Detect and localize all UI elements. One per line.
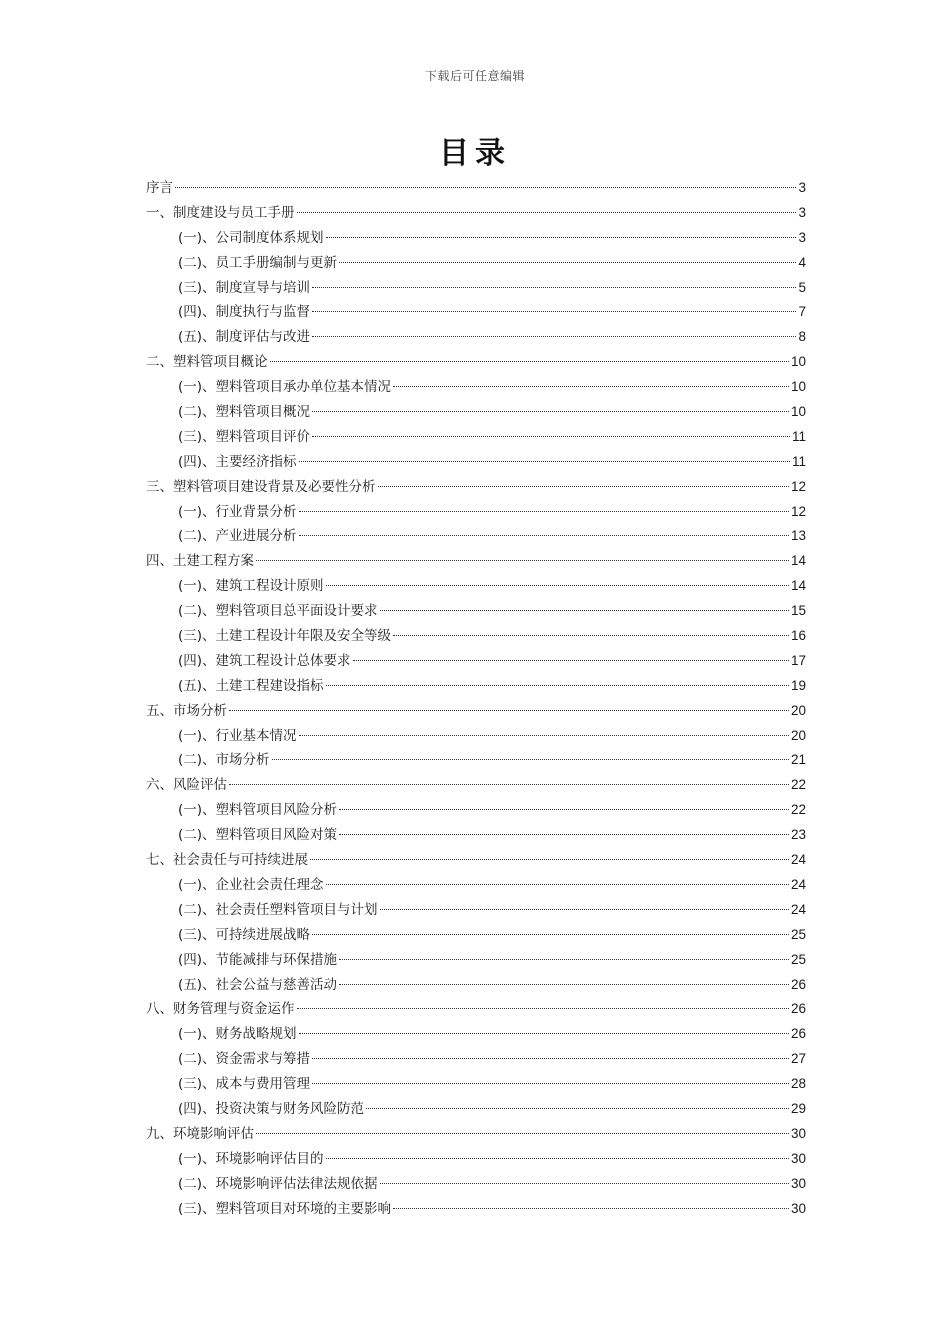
toc-page-number: 19	[790, 677, 806, 693]
toc-page-number: 25	[790, 951, 806, 967]
toc-page-number: 16	[790, 628, 806, 644]
toc-subentry[interactable]	[146, 1022, 806, 1047]
toc-entry-label: (一)、行业背景分析	[178, 503, 297, 520]
toc-page-number: 11	[791, 428, 806, 444]
toc-dot-leader	[339, 834, 789, 835]
toc-entry-label: (四)、主要经济指标	[178, 453, 297, 470]
toc-page-number: 12	[790, 478, 806, 494]
toc-dot-leader	[175, 187, 796, 188]
toc-entry-label: 八、财务管理与资金运作	[146, 1001, 295, 1018]
toc-subentry[interactable]	[146, 873, 806, 898]
toc-subentry[interactable]	[146, 400, 806, 425]
toc-subentry[interactable]	[146, 674, 806, 699]
toc-dot-leader	[326, 884, 789, 885]
toc-entry-label: 二、塑料管项目概论	[146, 354, 268, 371]
toc-entry[interactable]	[146, 773, 806, 798]
toc-subentry[interactable]	[146, 226, 806, 251]
toc-page-number: 29	[790, 1100, 806, 1116]
toc-subentry[interactable]	[146, 574, 806, 599]
toc-title: 目录	[439, 136, 511, 171]
toc-page-number: 25	[790, 926, 806, 942]
toc-entry-label: (五)、制度评估与改进	[178, 329, 311, 346]
toc-dot-leader	[299, 511, 789, 512]
toc-subentry[interactable]	[146, 1047, 806, 1072]
toc-page-number: 23	[790, 827, 806, 843]
toc-entry[interactable]	[146, 699, 806, 724]
toc-page-number: 10	[790, 354, 806, 370]
toc-subentry[interactable]	[146, 923, 806, 948]
toc-dot-leader	[299, 535, 789, 536]
toc-subentry[interactable]	[146, 276, 806, 301]
toc-dot-leader	[272, 759, 789, 760]
toc-dot-leader	[299, 1033, 789, 1034]
toc-page-number: 24	[790, 852, 806, 868]
toc-entry-label: (三)、制度宣导与培训	[178, 279, 311, 296]
toc-subentry[interactable]	[146, 1072, 806, 1097]
toc-entry[interactable]	[146, 549, 806, 574]
toc-entry-label: (二)、环境影响评估法律法规依据	[178, 1175, 378, 1192]
toc-subentry[interactable]	[146, 1097, 806, 1122]
toc-page-number: 10	[790, 404, 806, 420]
toc-subentry[interactable]	[146, 724, 806, 749]
table-of-contents	[146, 176, 806, 1221]
toc-subentry[interactable]	[146, 973, 806, 998]
toc-page-number: 13	[790, 528, 806, 544]
toc-page-number: 30	[790, 1125, 806, 1141]
toc-page-number: 3	[798, 229, 806, 245]
toc-page-number: 3	[798, 204, 806, 220]
toc-dot-leader	[326, 1158, 789, 1159]
toc-subentry[interactable]	[146, 524, 806, 549]
toc-entry-label: (五)、社会公益与慈善活动	[178, 976, 338, 993]
toc-page-number: 30	[790, 1200, 806, 1216]
toc-entry[interactable]	[146, 201, 806, 226]
toc-entry-label: (三)、塑料管项目评价	[178, 428, 311, 445]
toc-entry-label: (一)、行业基本情况	[178, 727, 297, 744]
toc-page-number: 20	[790, 727, 806, 743]
toc-dot-leader	[297, 212, 797, 213]
toc-dot-leader	[378, 486, 789, 487]
toc-entry-label: (二)、塑料管项目概况	[178, 404, 311, 421]
toc-subentry[interactable]	[146, 649, 806, 674]
toc-page-number: 26	[790, 976, 806, 992]
toc-dot-leader	[339, 262, 796, 263]
toc-dot-leader	[353, 660, 789, 661]
toc-subentry[interactable]	[146, 823, 806, 848]
toc-dot-leader	[380, 610, 789, 611]
toc-entry-label: (二)、员工手册编制与更新	[178, 254, 338, 271]
toc-page-number: 15	[790, 603, 806, 619]
toc-dot-leader	[229, 710, 789, 711]
toc-entry-label: 三、塑料管项目建设背景及必要性分析	[146, 478, 376, 495]
toc-entry-label: (一)、企业社会责任理念	[178, 876, 324, 893]
toc-dot-leader	[380, 909, 789, 910]
toc-dot-leader	[339, 984, 789, 985]
toc-subentry[interactable]	[146, 599, 806, 624]
toc-entry-label: (三)、成本与费用管理	[178, 1076, 311, 1093]
toc-entry-label: 一、制度建设与员工手册	[146, 204, 295, 221]
toc-subentry[interactable]	[146, 450, 806, 475]
toc-entry-label: 四、土建工程方案	[146, 553, 254, 570]
toc-dot-leader	[256, 1133, 789, 1134]
toc-dot-leader	[299, 735, 789, 736]
toc-dot-leader	[312, 311, 796, 312]
toc-entry-label: (四)、投资决策与财务风险防范	[178, 1100, 365, 1117]
toc-subentry[interactable]	[146, 300, 806, 325]
toc-entry-label: (一)、塑料管项目承办单位基本情况	[178, 379, 392, 396]
toc-subentry[interactable]	[146, 1147, 806, 1172]
toc-page-number: 3	[798, 180, 806, 195]
toc-page-number: 26	[790, 1026, 806, 1042]
toc-dot-leader	[297, 1008, 789, 1009]
toc-subentry[interactable]	[146, 1197, 806, 1222]
toc-subentry[interactable]	[146, 425, 806, 450]
toc-dot-leader	[339, 959, 789, 960]
toc-entry[interactable]	[146, 848, 806, 873]
toc-entry-label: 六、风险评估	[146, 777, 227, 794]
toc-page-number: 17	[790, 652, 806, 668]
toc-entry-label: (二)、社会责任塑料管项目与计划	[178, 901, 378, 918]
toc-page-number: 20	[790, 702, 806, 718]
toc-page-number: 14	[790, 553, 806, 569]
toc-entry-label: (一)、公司制度体系规划	[178, 229, 324, 246]
toc-entry[interactable]	[146, 1122, 806, 1147]
toc-page-number: 24	[790, 901, 806, 917]
toc-entry-label: (一)、环境影响评估目的	[178, 1150, 324, 1167]
toc-dot-leader	[339, 809, 789, 810]
toc-page-number: 11	[791, 453, 806, 469]
toc-page-number: 21	[790, 752, 806, 768]
toc-entry-label: 序言	[146, 180, 173, 196]
toc-subentry[interactable]	[146, 798, 806, 823]
toc-dot-leader	[312, 411, 789, 412]
toc-entry-label: (四)、建筑工程设计总体要求	[178, 652, 351, 669]
toc-entry[interactable]	[146, 350, 806, 375]
toc-entry-label: (四)、节能减排与环保措施	[178, 951, 338, 968]
toc-entry-label: (五)、土建工程建设指标	[178, 677, 324, 694]
toc-entry-label: (一)、建筑工程设计原则	[178, 578, 324, 595]
toc-subentry[interactable]	[146, 500, 806, 525]
toc-entry[interactable]	[146, 176, 806, 201]
toc-dot-leader	[393, 1208, 789, 1209]
toc-entry-label: 五、市场分析	[146, 702, 227, 719]
toc-dot-leader	[312, 934, 789, 935]
toc-entry-label: (一)、财务战略规划	[178, 1026, 297, 1043]
toc-subentry[interactable]	[146, 898, 806, 923]
toc-page-number: 22	[790, 777, 806, 793]
toc-page-number: 30	[790, 1175, 806, 1191]
toc-dot-leader	[366, 1108, 789, 1109]
toc-page-number: 30	[790, 1150, 806, 1166]
toc-subentry[interactable]	[146, 1172, 806, 1197]
toc-dot-leader	[256, 560, 789, 561]
toc-page-number: 7	[798, 304, 806, 320]
toc-dot-leader	[326, 685, 789, 686]
toc-entry-label: 九、环境影响评估	[146, 1125, 254, 1142]
toc-page-number: 14	[790, 578, 806, 594]
toc-dot-leader	[380, 1183, 789, 1184]
toc-page-number: 22	[790, 802, 806, 818]
toc-entry-label: (一)、塑料管项目风险分析	[178, 802, 338, 819]
toc-subentry[interactable]	[146, 251, 806, 276]
toc-entry-label: 七、社会责任与可持续进展	[146, 852, 308, 869]
toc-entry-label: (四)、制度执行与监督	[178, 304, 311, 321]
toc-dot-leader	[310, 859, 789, 860]
toc-dot-leader	[393, 635, 789, 636]
toc-entry[interactable]	[146, 997, 806, 1022]
toc-subentry[interactable]	[146, 948, 806, 973]
toc-dot-leader	[312, 287, 796, 288]
toc-entry-label: (二)、产业进展分析	[178, 528, 297, 545]
toc-subentry[interactable]	[146, 325, 806, 350]
header-note: 下载后可任意编辑	[424, 69, 525, 83]
toc-page-number: 5	[798, 279, 806, 295]
toc-dot-leader	[312, 1058, 789, 1059]
toc-dot-leader	[312, 336, 796, 337]
toc-subentry[interactable]	[146, 375, 806, 400]
toc-dot-leader	[326, 237, 797, 238]
toc-page-number: 8	[798, 329, 806, 345]
toc-page-number: 26	[790, 1001, 806, 1017]
toc-dot-leader	[299, 461, 790, 462]
toc-page-number: 4	[798, 254, 806, 270]
toc-dot-leader	[270, 361, 789, 362]
toc-dot-leader	[393, 386, 789, 387]
toc-entry-label: (二)、市场分析	[178, 752, 270, 769]
toc-dot-leader	[312, 1083, 789, 1084]
toc-page-number: 28	[790, 1076, 806, 1092]
toc-page-number: 27	[790, 1051, 806, 1067]
toc-dot-leader	[312, 436, 790, 437]
toc-dot-leader	[229, 784, 789, 785]
toc-entry-label: (二)、资金需求与筹措	[178, 1051, 311, 1068]
toc-entry-label: (三)、土建工程设计年限及安全等级	[178, 628, 392, 645]
toc-entry-label: (二)、塑料管项目风险对策	[178, 827, 338, 844]
toc-page-number: 10	[790, 379, 806, 395]
toc-entry-label: (二)、塑料管项目总平面设计要求	[178, 603, 378, 620]
toc-subentry[interactable]	[146, 624, 806, 649]
toc-entry-label: (三)、可持续进展战略	[178, 926, 311, 943]
toc-entry[interactable]	[146, 475, 806, 500]
toc-page-number: 12	[790, 503, 806, 519]
toc-page-number: 24	[790, 876, 806, 892]
toc-subentry[interactable]	[146, 748, 806, 773]
toc-entry-label: (三)、塑料管项目对环境的主要影响	[178, 1200, 392, 1217]
toc-dot-leader	[326, 585, 789, 586]
